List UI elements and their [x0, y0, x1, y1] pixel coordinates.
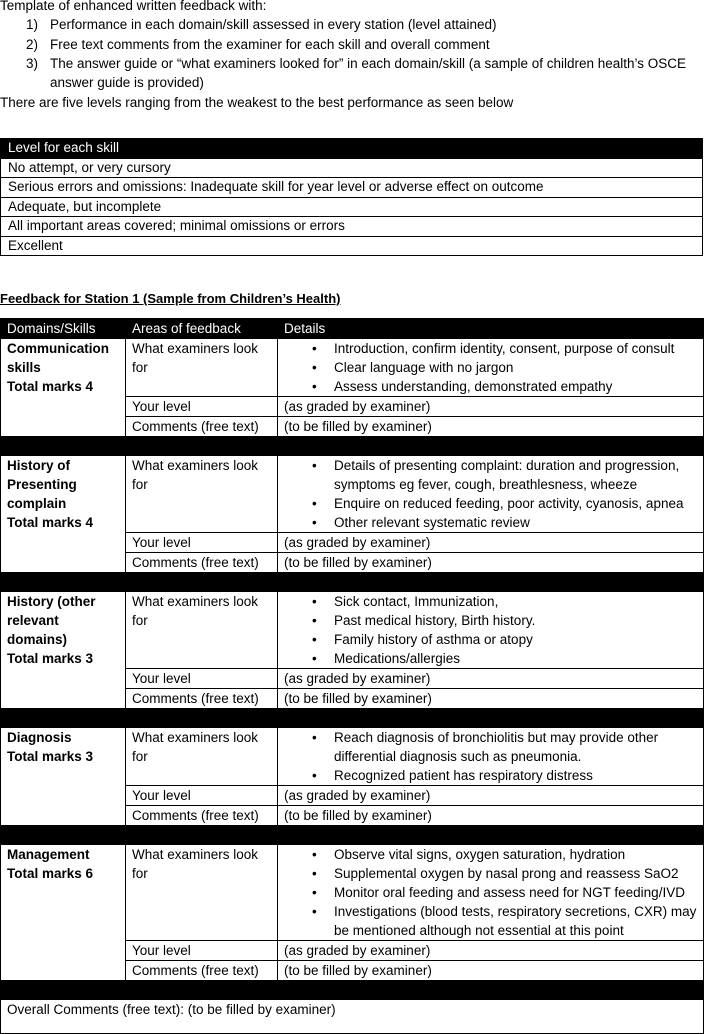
detail-item: • Recognized patient has respiratory distress	[284, 766, 697, 785]
comments-label: Comments (free text)	[126, 806, 278, 826]
details-list	[284, 845, 697, 940]
details-list	[284, 592, 697, 668]
domain-name: Communication skills	[7, 341, 110, 375]
details-cell	[278, 728, 704, 786]
levels-note: There are five levels ranging from the weakest to the best performance as seen below	[0, 95, 514, 110]
separator-bar	[1, 709, 704, 728]
feedback-title: Feedback for Station 1 (Sample from Children’s Health)	[0, 291, 341, 306]
your-level-value: (as graded by examiner)	[278, 533, 704, 553]
detail-item: • Sick contact, Immunization,	[284, 592, 697, 611]
level-row	[1, 236, 703, 256]
domain-look-for-row	[1, 456, 704, 533]
detail-item: • Monitor oral feeding and assess need for NGT feeding/IVD	[284, 883, 697, 902]
your-level-value: (as graded by examiner)	[278, 941, 704, 961]
details-cell	[278, 845, 704, 941]
domain-name: History (other relevant domains)	[7, 594, 96, 647]
comments-value: (to be filled by examiner)	[278, 961, 704, 981]
feedback-header-row	[1, 319, 704, 339]
detail-item: • Supplemental oxygen by nasal prong and reassess SaO2	[284, 864, 697, 883]
detail-item: • Investigations (blood tests, respiratory secretions, CXR) may be mentioned although not essential at this point	[284, 902, 697, 940]
intro-item-text: The answer guide or “what examiners looked for” in each domain/skill (a sample of children health’s OSCE answer guide is provided)	[50, 56, 687, 90]
intro-list	[26, 15, 709, 93]
domain-look-for-row	[1, 592, 704, 669]
detail-item: • Enquire on reduced feeding, poor activity, cyanosis, apnea	[284, 494, 697, 513]
look-for-label: What examiners look for	[126, 592, 278, 669]
header-areas: Areas of feedback	[126, 319, 278, 339]
detail-item: • Other relevant systematic review	[284, 513, 697, 532]
look-for-label: What examiners look for	[126, 456, 278, 533]
comments-label: Comments (free text)	[126, 553, 278, 573]
intro-item	[26, 15, 709, 35]
domain-cell	[1, 339, 126, 437]
domain-name: History of Presenting complain	[7, 458, 77, 511]
level-cell: No attempt, or very cursory	[1, 158, 703, 178]
domain-cell	[1, 845, 126, 981]
your-level-label: Your level	[126, 533, 278, 553]
intro-item	[26, 35, 709, 55]
level-row	[1, 178, 703, 198]
details-cell	[278, 456, 704, 533]
domain-cell	[1, 592, 126, 709]
comments-value: (to be filled by examiner)	[278, 417, 704, 437]
overall-comments: Overall Comments (free text): (to be filled by examiner)	[1, 1000, 704, 1034]
overall-comments-row	[1, 1000, 704, 1034]
domain-look-for-row	[1, 728, 704, 786]
details-list	[284, 456, 697, 532]
domain-cell	[1, 728, 126, 826]
level-row	[1, 197, 703, 217]
comments-value: (to be filled by examiner)	[278, 689, 704, 709]
separator-bar	[1, 573, 704, 592]
separator-row	[1, 573, 704, 592]
domain-look-for-row	[1, 339, 704, 397]
header-domains: Domains/Skills	[1, 319, 126, 339]
your-level-label: Your level	[126, 669, 278, 689]
intro-item-number: 1)	[26, 17, 39, 32]
look-for-label: What examiners look for	[126, 728, 278, 786]
separator-row	[1, 826, 704, 845]
your-level-label: Your level	[126, 397, 278, 417]
details-cell	[278, 339, 704, 397]
comments-label: Comments (free text)	[126, 689, 278, 709]
your-level-label: Your level	[126, 941, 278, 961]
level-row	[1, 158, 703, 178]
domain-name: Diagnosis	[7, 730, 72, 745]
intro-title: Template of enhanced written feedback with:	[0, 0, 267, 13]
your-level-value: (as graded by examiner)	[278, 786, 704, 806]
separator-row	[1, 437, 704, 456]
separator-row	[1, 981, 704, 1000]
domain-marks: Total marks 6	[7, 866, 94, 881]
level-cell: Adequate, but incomplete	[1, 197, 703, 217]
details-cell	[278, 592, 704, 669]
domain-marks: Total marks 3	[7, 749, 94, 764]
level-cell: All important areas covered; minimal omissions or errors	[1, 217, 703, 237]
your-level-value: (as graded by examiner)	[278, 669, 704, 689]
detail-item: • Clear language with no jargon	[284, 358, 697, 377]
domain-marks: Total marks 3	[7, 651, 94, 666]
look-for-label: What examiners look for	[126, 845, 278, 941]
look-for-label: What examiners look for	[126, 339, 278, 397]
intro-item-number: 3)	[26, 56, 39, 71]
levels-header: Level for each skill	[1, 139, 703, 159]
separator-row	[1, 709, 704, 728]
level-cell: Serious errors and omissions: Inadequate skill for year level or adverse effect on outcome	[1, 178, 703, 198]
feedback-table	[0, 318, 704, 1034]
detail-item: • Assess understanding, demonstrated empathy	[284, 377, 697, 396]
domain-look-for-row	[1, 845, 704, 941]
comments-value: (to be filled by examiner)	[278, 806, 704, 826]
separator-bar	[1, 437, 704, 456]
comments-label: Comments (free text)	[126, 961, 278, 981]
separator-bar	[1, 981, 704, 1000]
your-level-value: (as graded by examiner)	[278, 397, 704, 417]
detail-item: • Reach diagnosis of bronchiolitis but may provide other differential diagnosis such as pneumonia.	[284, 728, 697, 766]
comments-value: (to be filled by examiner)	[278, 553, 704, 573]
separator-bar	[1, 826, 704, 845]
intro-item-text: Performance in each domain/skill assessed in every station (level attained)	[50, 17, 497, 32]
comments-label: Comments (free text)	[126, 417, 278, 437]
detail-item: • Details of presenting complaint: duration and progression, symptoms eg fever, cough, breathlesness, wheeze	[284, 456, 697, 494]
header-details: Details	[278, 319, 704, 339]
intro-item-number: 2)	[26, 36, 39, 52]
details-list	[284, 728, 697, 785]
level-cell: Excellent	[1, 236, 703, 256]
domain-marks: Total marks 4	[7, 515, 94, 530]
levels-header-row	[1, 139, 703, 159]
detail-item: • Introduction, confirm identity, consent, purpose of consult	[284, 339, 697, 358]
domain-name: Management	[7, 847, 90, 862]
level-row	[1, 217, 703, 237]
detail-item: • Medications/allergies	[284, 649, 697, 668]
your-level-label: Your level	[126, 786, 278, 806]
intro-item	[26, 54, 709, 93]
domain-cell	[1, 456, 126, 573]
levels-table	[0, 138, 703, 256]
detail-item: • Past medical history, Birth history.	[284, 611, 697, 630]
domain-marks: Total marks 4	[7, 379, 94, 394]
intro-section	[0, 0, 709, 112]
detail-item: • Family history of asthma or atopy	[284, 630, 697, 649]
details-list	[284, 339, 697, 396]
detail-item: • Observe vital signs, oxygen saturation, hydration	[284, 845, 697, 864]
intro-item-text: Free text comments from the examiner for each skill and overall comment	[50, 36, 490, 52]
